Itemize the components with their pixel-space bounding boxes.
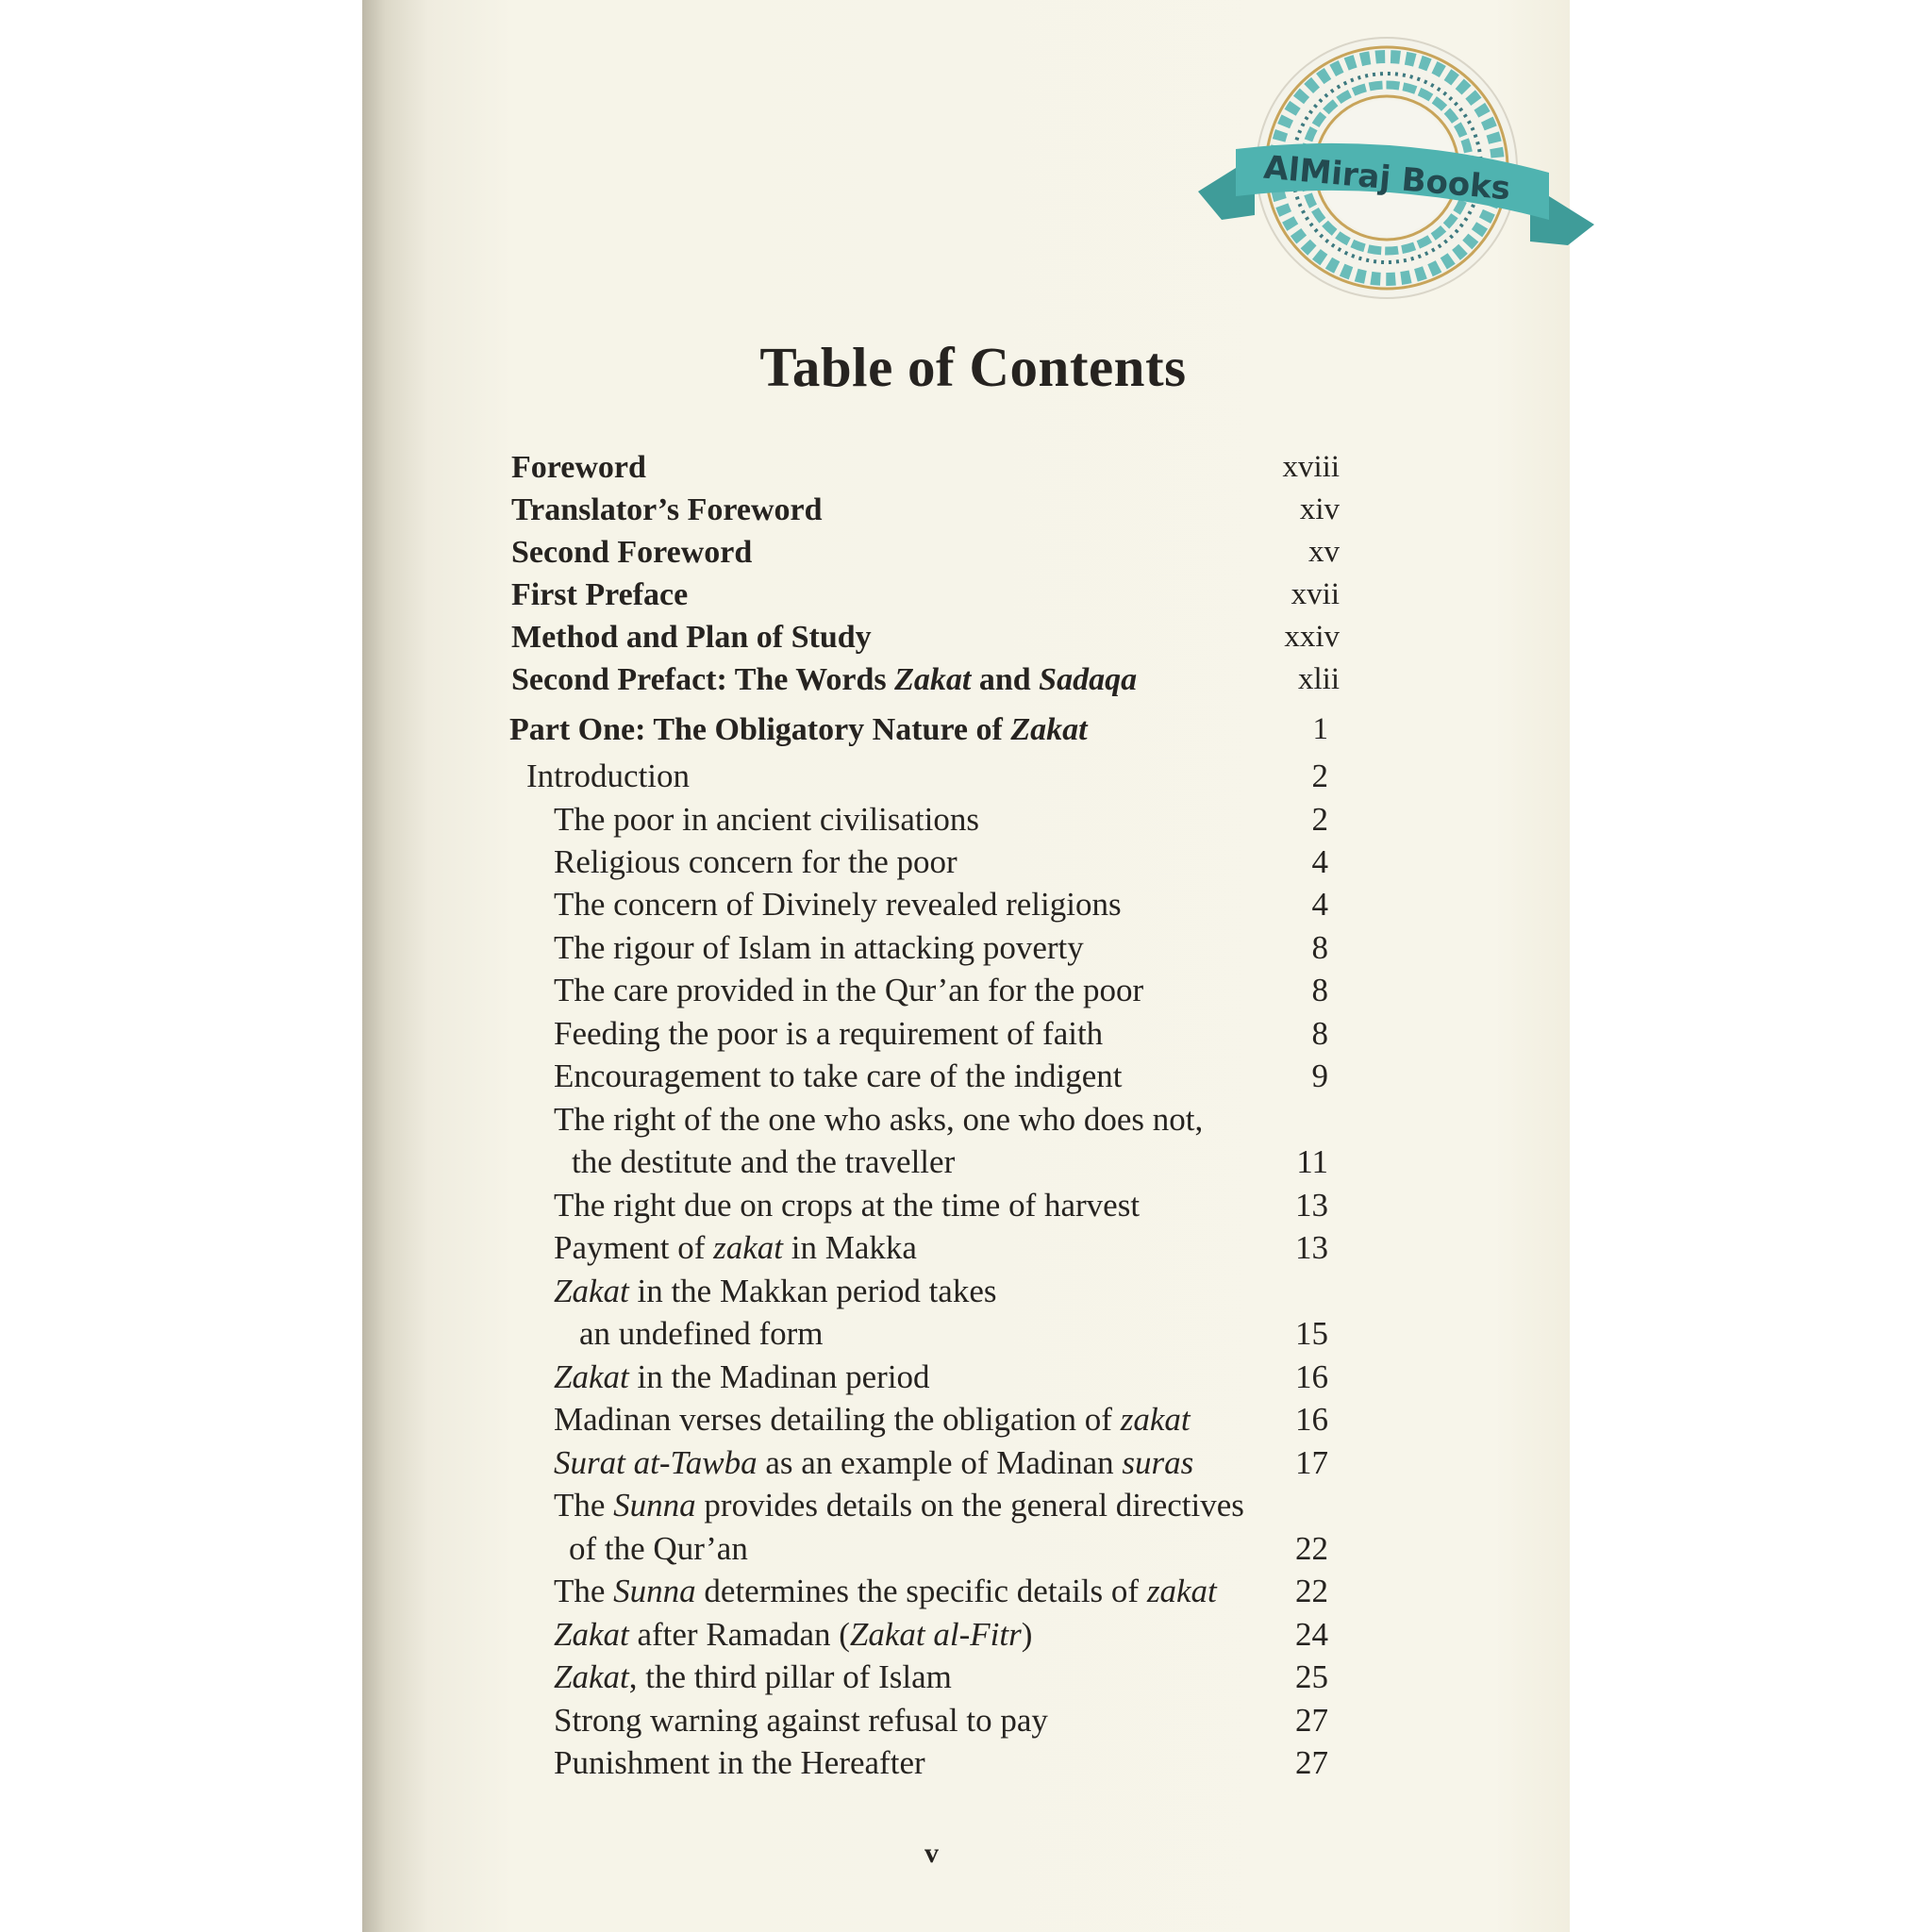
toc-entry: [509, 972, 1340, 1015]
toc-entry: [509, 1401, 1340, 1444]
toc-entry: [509, 620, 1340, 663]
toc-entry-label: Religious concern for the poor: [554, 843, 958, 880]
toc-entry: [509, 1273, 1340, 1316]
toc-entry-label: Zakat in the Madinan period: [554, 1358, 930, 1395]
toc-entry-label: Foreword: [511, 450, 646, 485]
toc-entry-label: Payment of zakat in Makka: [554, 1229, 917, 1266]
toc-entry-label: The right of the one who asks, one who does not,: [554, 1101, 1204, 1138]
toc-entry-page: xiv: [1299, 492, 1340, 526]
almiraj-books-logo: [1198, 26, 1594, 309]
toc-entry: [509, 492, 1340, 536]
toc-entry: [509, 450, 1340, 493]
toc-entry: [509, 1744, 1340, 1788]
toc-entry: [509, 577, 1340, 621]
toc-entry-page: xviii: [1282, 450, 1340, 484]
toc-entry: [509, 1358, 1340, 1402]
toc-entry-page: 15: [1295, 1315, 1328, 1352]
toc-entry-page: 16: [1295, 1401, 1328, 1438]
toc-entry: [509, 1187, 1340, 1230]
toc-entry-page: 4: [1311, 886, 1328, 923]
toc-entry-label: Encouragement to take care of the indigent: [554, 1058, 1123, 1094]
logo-brand-text: AlMiraj Books: [1262, 148, 1512, 208]
toc-entry-label: The poor in ancient civilisations: [554, 801, 980, 838]
toc-entry-page: 9: [1311, 1058, 1328, 1094]
toc-entry-label: The care provided in the Qur’an for the poor: [554, 972, 1144, 1008]
toc-entry: [509, 1101, 1340, 1144]
toc-entry: [509, 1702, 1340, 1745]
toc-entry-continuation: [509, 1143, 1340, 1187]
page-number: v: [924, 1838, 939, 1869]
toc-entry-page: 16: [1295, 1358, 1328, 1395]
toc-entry-label: The right due on crops at the time of harvest: [554, 1187, 1141, 1224]
toc-entry: [509, 929, 1340, 973]
toc-entry-page: xvii: [1291, 577, 1340, 611]
toc-entry: [509, 758, 1340, 801]
toc-entry-page: 27: [1295, 1702, 1328, 1739]
toc-entry-page: 22: [1295, 1573, 1328, 1609]
toc-entry-label: Strong warning against refusal to pay: [554, 1702, 1048, 1739]
toc-entry-label: Second Foreword: [511, 535, 753, 570]
toc-entry-label: Punishment in the Hereafter: [554, 1744, 925, 1781]
toc-entry: [509, 1229, 1340, 1273]
toc-entry-label: the destitute and the traveller: [572, 1143, 956, 1180]
toc-entry: [509, 1058, 1340, 1101]
toc-entry: [509, 1573, 1340, 1616]
toc-entry-label: Translator’s Foreword: [511, 492, 823, 527]
toc-entry-page: 13: [1295, 1187, 1328, 1224]
toc-entry-continuation: [509, 1530, 1340, 1574]
toc-entry-label: The Sunna provides details on the general directives: [554, 1487, 1244, 1524]
toc-entry-label: Zakat in the Makkan period takes: [554, 1273, 997, 1309]
toc-entry-page: xv: [1308, 535, 1340, 569]
toc-entry: [509, 535, 1340, 578]
toc-entry-label: Feeding the poor is a requirement of faith: [554, 1015, 1104, 1052]
toc-entry-page: 1: [1312, 712, 1328, 746]
toc-entry: [509, 662, 1340, 706]
toc-entry-page: 17: [1295, 1444, 1328, 1481]
toc-entry-label: Zakat, the third pillar of Islam: [554, 1658, 952, 1695]
toc-entry-label: an undefined form: [579, 1315, 824, 1352]
toc-entry-label: Zakat after Ramadan (Zakat al-Fitr): [554, 1616, 1033, 1653]
toc-entry-page: 8: [1311, 929, 1328, 966]
toc-entry-page: xxiv: [1284, 620, 1340, 654]
toc-entry-continuation: [509, 1315, 1340, 1358]
toc-entry-page: 2: [1311, 801, 1328, 838]
toc-entry-label: Method and Plan of Study: [511, 620, 872, 655]
toc-entry-label: The Sunna determines the specific details of zakat: [554, 1573, 1217, 1609]
toc-entry-page: 24: [1295, 1616, 1328, 1653]
toc-entry-page: 25: [1295, 1658, 1328, 1695]
toc-entry-page: 27: [1295, 1744, 1328, 1781]
toc-entry: [509, 1658, 1340, 1702]
toc-entry-page: 13: [1295, 1229, 1328, 1266]
toc-entry: [509, 843, 1340, 887]
toc-entry-label: Second Prefact: The Words Zakat and Sadaqa: [511, 662, 1138, 697]
toc-entry-page: 2: [1311, 758, 1328, 794]
page-title: Table of Contents: [759, 336, 1187, 398]
toc-entry: [509, 886, 1340, 929]
toc-entry-page: 8: [1311, 972, 1328, 1008]
toc-entry-label: of the Qur’an: [569, 1530, 748, 1567]
toc-entry-label: Introduction: [526, 758, 691, 794]
toc-entry-label: The rigour of Islam in attacking poverty: [554, 929, 1084, 966]
toc-entry-page: 8: [1311, 1015, 1328, 1052]
toc-entry-label: Surat at-Tawba as an example of Madinan suras: [554, 1444, 1194, 1481]
toc-entry: [509, 1487, 1340, 1530]
toc-entry-label: Madinan verses detailing the obligation of zakat: [554, 1401, 1191, 1438]
toc-entry: [509, 1015, 1340, 1058]
toc-part-heading: [509, 712, 1340, 756]
toc-entry: [509, 1616, 1340, 1659]
toc-entry-page: 11: [1296, 1143, 1328, 1180]
toc-entry-label: Part One: The Obligatory Nature of Zakat: [509, 712, 1088, 747]
toc-entry-page: xlii: [1297, 662, 1340, 696]
toc-entry-page: 4: [1311, 843, 1328, 880]
toc-entry-page: 22: [1295, 1530, 1328, 1567]
toc-entry-label: First Preface: [511, 577, 689, 612]
toc-entry: [509, 801, 1340, 844]
toc-entry: [509, 1444, 1340, 1488]
toc-entry-label: The concern of Divinely revealed religions: [554, 886, 1122, 923]
